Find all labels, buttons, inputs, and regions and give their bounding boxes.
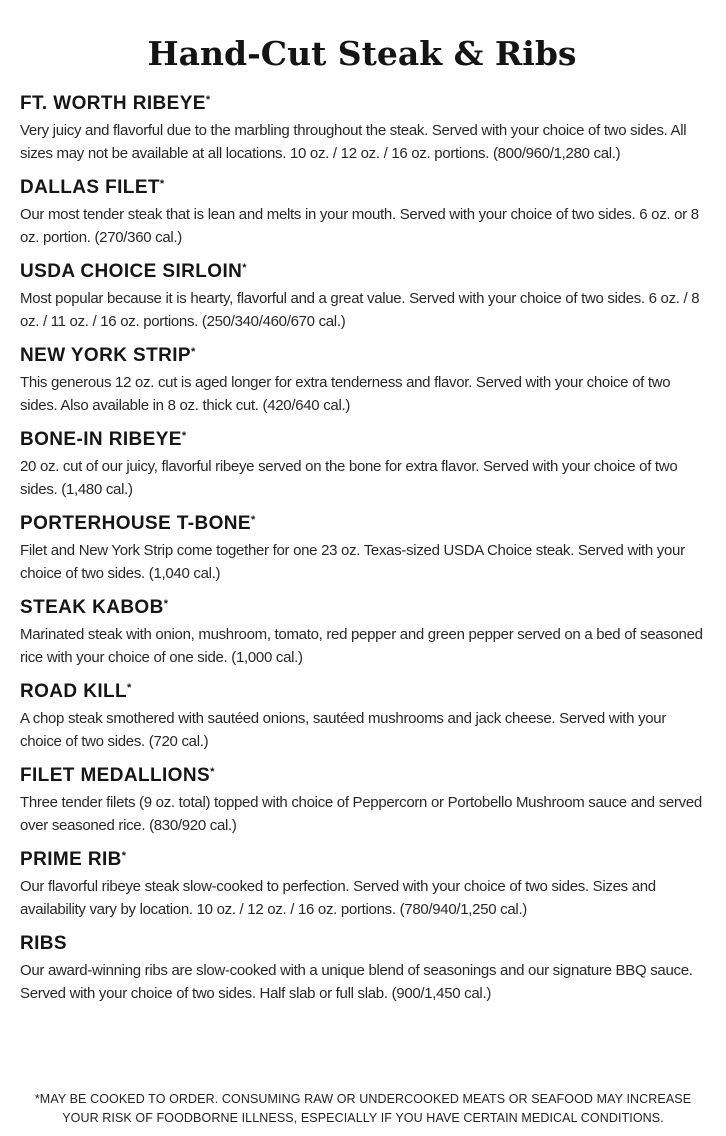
asterisk-mark: *	[191, 346, 196, 358]
menu-item-name: BONE-IN RIBEYE	[20, 429, 182, 450]
menu-item-title	[20, 681, 704, 703]
disclaimer-line-1: *MAY BE COOKED TO ORDER. CONSUMING RAW OR UNDERCOOKED MEATS OR SEAFOOD MAY INCREASE	[34, 1092, 692, 1106]
menu-item	[20, 93, 704, 165]
page-title: Hand-Cut Steak & Ribs	[147, 34, 577, 73]
menu-item-description: Marinated steak with onion, mushroom, tomato, red pepper and green pepper served on a bed of seasoned rice with your choice of one side. (1,000 cal.)	[20, 626, 703, 666]
menu-item-description: 20 oz. cut of our juicy, flavorful ribeye served on the bone for extra flavor. Served with your choice of two sides. (1,480 cal.)	[20, 458, 678, 498]
menu-item	[20, 933, 704, 1005]
menu-item-title	[20, 849, 704, 871]
menu-item-name: PRIME RIB	[20, 849, 122, 870]
menu-item	[20, 681, 704, 753]
asterisk-mark: *	[159, 178, 165, 190]
menu-item-title	[20, 933, 704, 955]
menu-item	[20, 849, 704, 921]
menu-item-description: This generous 12 oz. cut is aged longer for extra tenderness and flavor. Served with your choice of two sides. Also available in 8 oz. thick cut. (420/640 cal.)	[20, 374, 671, 414]
menu-item-name: STEAK KABOB	[20, 597, 164, 618]
disclaimer	[0, 1090, 726, 1128]
menu-item-description: Most popular because it is hearty, flavorful and a great value. Served with your choice of two sides. 6 oz. / 8 oz. / 11 oz. / 16 oz. portions. (250/340/460/670 cal.)	[20, 290, 700, 330]
asterisk-mark: *	[242, 262, 247, 274]
asterisk-mark: *	[210, 766, 215, 778]
menu-item-description: Very juicy and flavorful due to the marbling throughout the steak. Served with your choice of two sides. All sizes may not be available at all locations. 10 oz. / 12 oz. / 16 oz. portions. (800/960/1,280 cal.)	[20, 122, 687, 162]
menu-item-name: USDA CHOICE SIRLOIN	[20, 261, 243, 282]
menu-item-description: Our flavorful ribeye steak slow-cooked to perfection. Served with your choice of two sides. Sizes and availability vary by location. 10 oz. / 12 oz. / 16 oz. portions. (780/940/1,250 cal.)	[20, 878, 656, 918]
menu-item	[20, 513, 704, 585]
menu-item-title	[20, 765, 704, 787]
menu-item	[20, 765, 704, 837]
menu-item-name: ROAD KILL	[20, 681, 128, 702]
menu-item-name: PORTERHOUSE T-BONE	[20, 513, 251, 534]
menu-item-title	[20, 177, 704, 199]
asterisk-mark: *	[181, 430, 187, 442]
menu-item-title	[20, 513, 704, 535]
menu-item-title	[20, 597, 704, 619]
menu-item-name: FT. WORTH RIBEYE	[20, 93, 206, 114]
menu-item	[20, 345, 704, 417]
menu-item-name: NEW YORK STRIP	[20, 345, 191, 366]
menu-item-title	[20, 345, 704, 367]
menu-item-name: FILET MEDALLIONS	[20, 765, 211, 786]
asterisk-mark: *	[127, 682, 132, 694]
asterisk-mark: *	[121, 850, 127, 862]
menu-item-title	[20, 93, 704, 115]
asterisk-mark: *	[205, 94, 211, 106]
menu-item-description: Three tender filets (9 oz. total) topped with choice of Peppercorn or Portobello Mushroom sauce and served over seasoned rice. (830/920 cal.)	[20, 794, 702, 834]
menu-item-title	[20, 261, 704, 283]
menu-item	[20, 261, 704, 333]
menu-item-name: RIBS	[20, 933, 67, 954]
menu-item-description: Our award-winning ribs are slow-cooked with a unique blend of seasonings and our signature BBQ sauce. Served with your choice of two sides. Half slab or full slab. (900/1,450 cal.)	[20, 962, 693, 1002]
menu-item-description: A chop steak smothered with sautéed onions, sautéed mushrooms and jack cheese. Served with your choice of two sides. (720 cal.)	[20, 710, 667, 750]
disclaimer-line-2: YOUR RISK OF FOODBORNE ILLNESS, ESPECIALLY IF YOU HAVE CERTAIN MEDICAL CONDITIONS.	[62, 1111, 664, 1125]
menu-item-description: Filet and New York Strip come together for one 23 oz. Texas-sized USDA Choice steak. Served with your choice of two sides. (1,040 cal.)	[20, 542, 685, 582]
menu-item-title	[20, 429, 704, 451]
asterisk-mark: *	[251, 514, 256, 526]
menu-item-description: Our most tender steak that is lean and melts in your mouth. Served with your choice of two sides. 6 oz. or 8 oz. portion. (270/360 cal.)	[20, 206, 699, 246]
menu-item	[20, 429, 704, 501]
menu-item-name: DALLAS FILET	[20, 177, 160, 198]
menu-item	[20, 597, 704, 669]
menu-item	[20, 177, 704, 249]
asterisk-mark: *	[163, 598, 169, 610]
